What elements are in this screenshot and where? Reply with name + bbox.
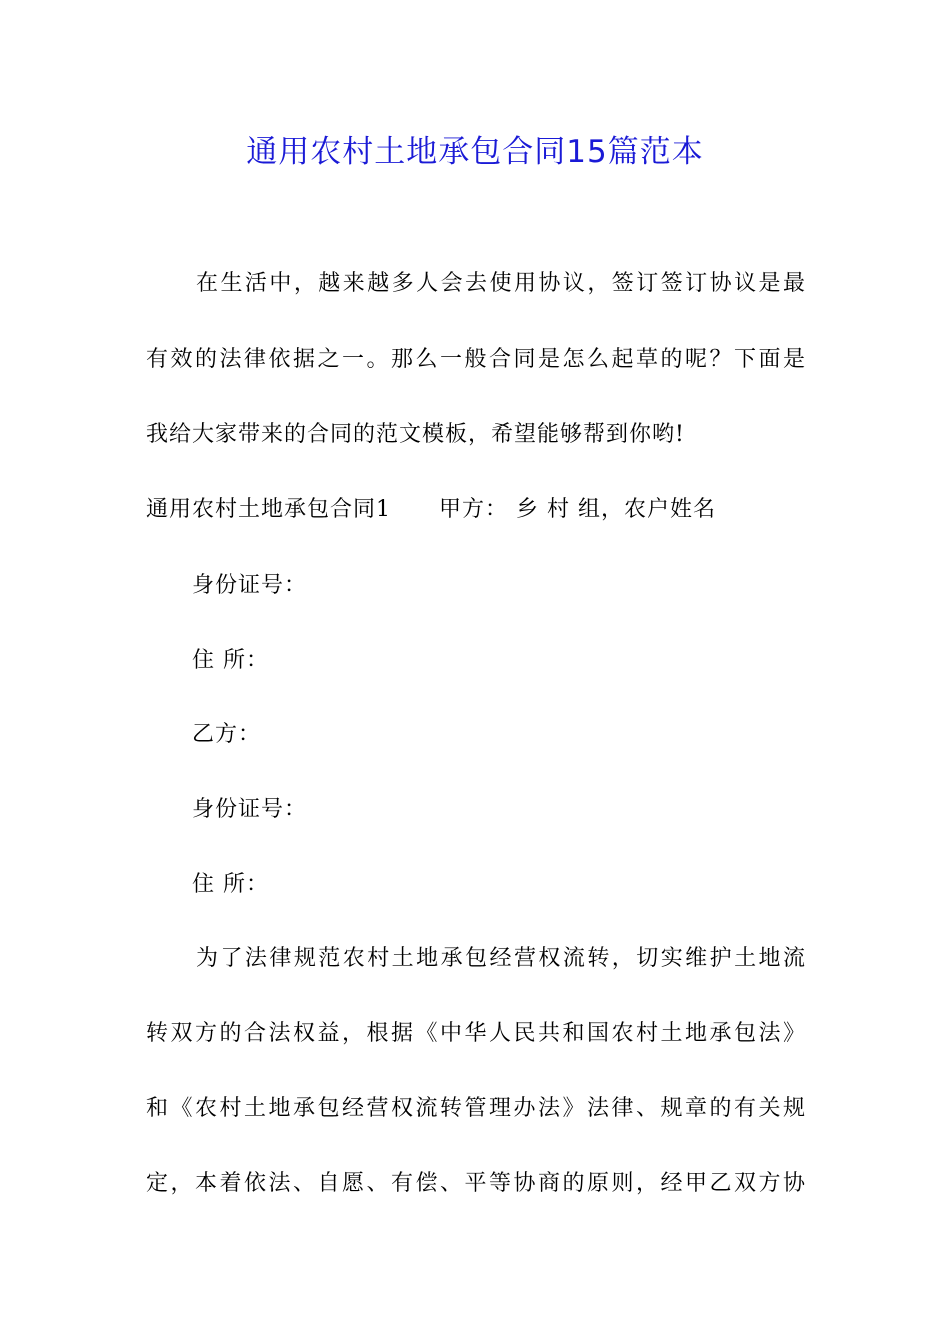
party-a-line: 甲方： 乡 村 组，农户姓名 <box>439 497 716 522</box>
party-b-label: 乙方： <box>192 722 262 747</box>
party-a-id-label: 身份证号： <box>192 573 308 598</box>
intro-line-1: 在生活中，越来越多人会去使用协议，签订签订协议是最 <box>196 271 806 296</box>
preamble-line-4: 定，本着依法、自愿、有偿、平等协商的原则，经甲乙双方协 <box>146 1171 806 1196</box>
contract-heading: 通用农村土地承包合同1 <box>146 497 391 522</box>
preamble-line-1: 为了法律规范农村土地承包经营权流转，切实维护土地流 <box>196 946 806 971</box>
party-b-id-label: 身份证号： <box>192 797 308 822</box>
intro-line-3: 我给大家带来的合同的范文模板，希望能够帮到你哟! <box>146 422 685 447</box>
contract-heading-row <box>146 492 806 528</box>
party-a-address-label: 住 所： <box>192 648 269 673</box>
intro-line-2: 有效的法律依据之一。那么一般合同是怎么起草的呢？下面是 <box>146 347 806 372</box>
document-title: 通用农村土地承包合同15篇范本 <box>246 134 704 170</box>
party-b-address-label: 住 所： <box>192 872 269 897</box>
preamble-line-2: 转双方的合法权益，根据《中华人民共和国农村土地承包法》 <box>146 1021 806 1046</box>
preamble-line-3: 和《农村土地承包经营权流转管理办法》法律、规章的有关规 <box>146 1096 806 1121</box>
